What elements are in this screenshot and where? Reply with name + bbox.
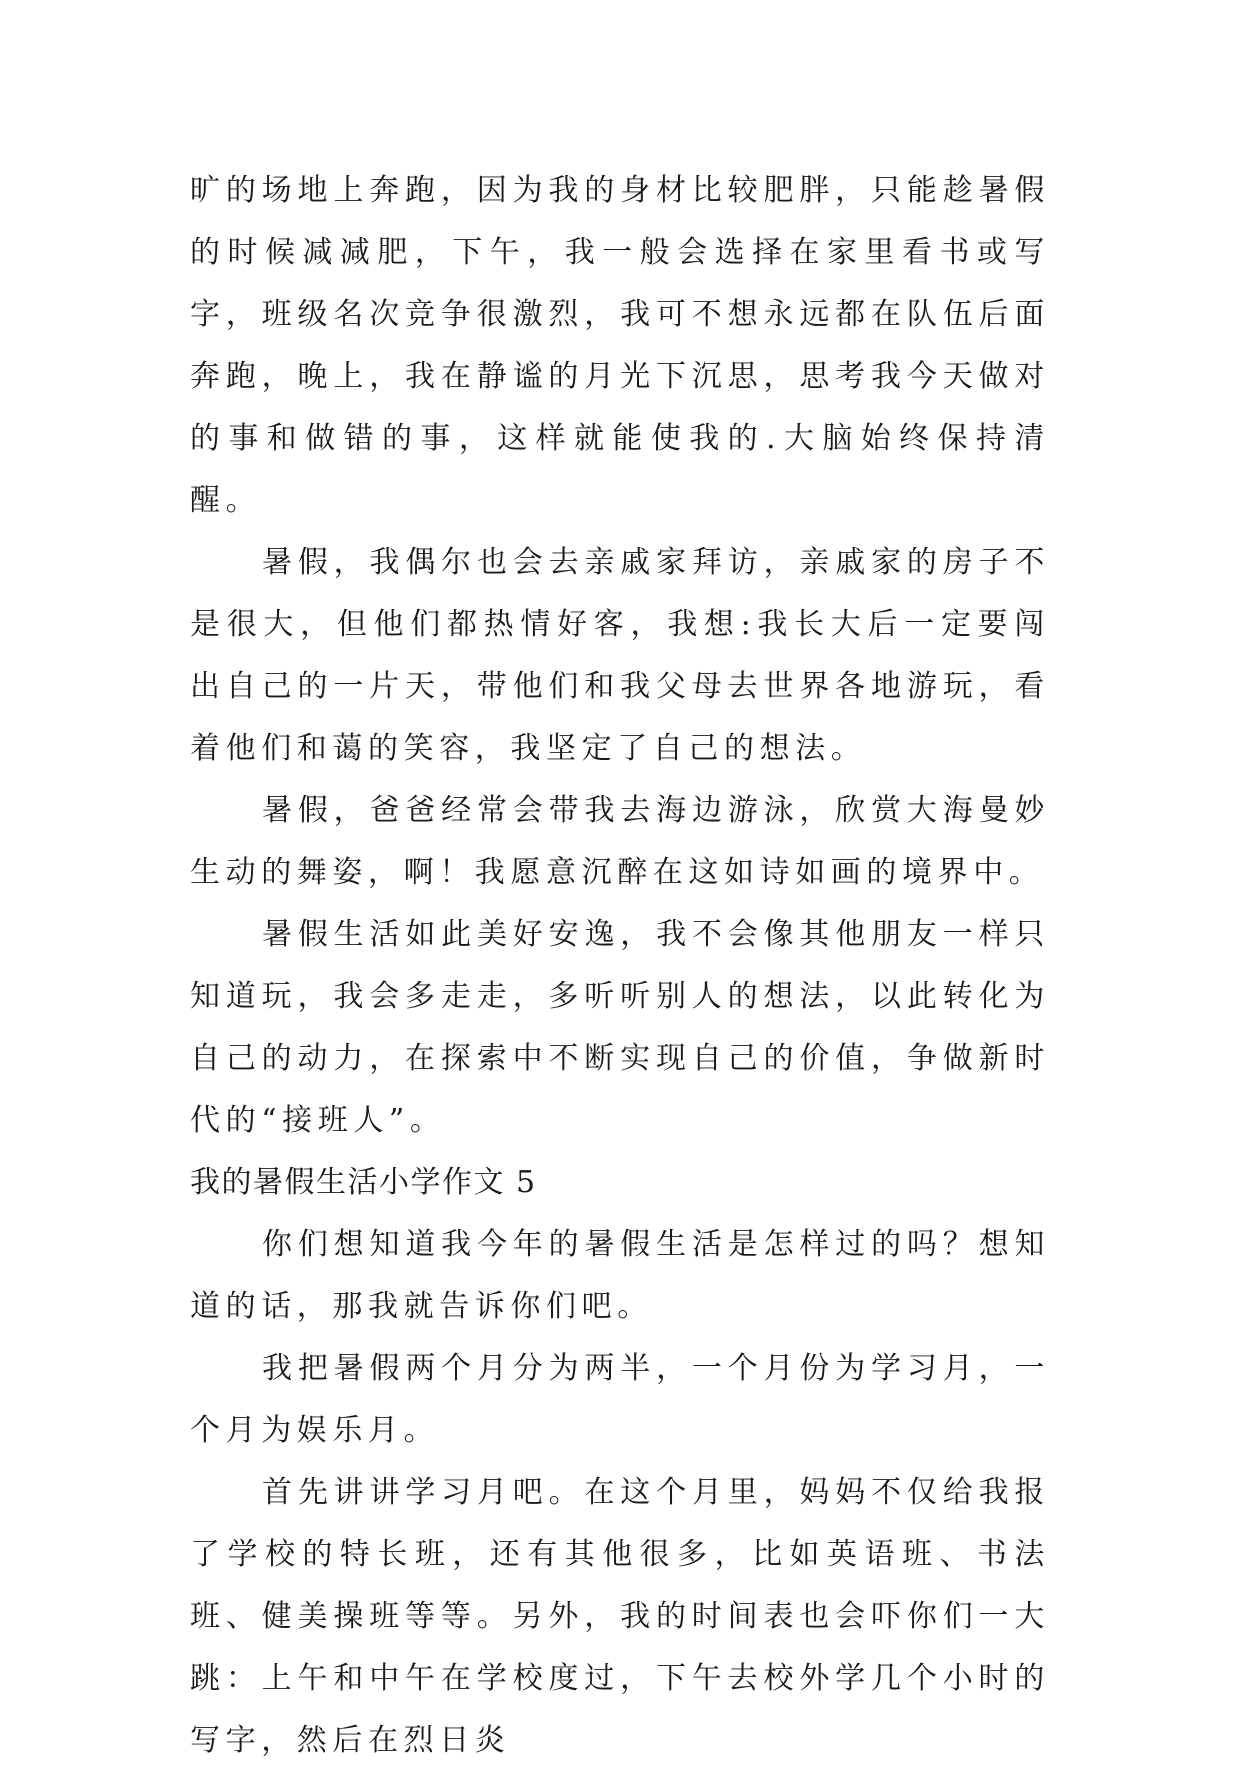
essay-title: 我的暑假生活小学作文 5 — [190, 1165, 537, 1200]
paragraph-study-month: 首先讲讲学习月吧。在这个月里，妈妈不仅给我报了学校的特长班，还有其他很多，比如英语班、书法班、健美操班等等。另外，我的时间表也会吓你们一大跳：上午和中午在学校度过，下午去校外学几个小时的写字，然后在烈日炎 — [190, 1475, 1050, 1758]
paragraph-conclusion: 暑假生活如此美好安逸，我不会像其他朋友一样只知道玩，我会多走走，多听听别人的想法，以此转化为自己的动力，在探索中不断实现自己的价值，争做新时代的“接班人”。 — [190, 917, 1050, 1138]
paragraph-intro: 你们想知道我今年的暑假生活是怎样过的吗？想知道的话，那我就告诉你们吧。 — [190, 1227, 1050, 1324]
paragraph-continuation: 旷的场地上奔跑，因为我的身材比较肥胖，只能趁暑假的时候减减肥，下午，我一般会选择在家里看书或写字，班级名次竞争很激烈，我可不想永远都在队伍后面奔跑，晚上，我在静谧的月光下沉思，思考我今天做对的事和做错的事，这样就能使我的.大脑始终保持清醒。 — [190, 173, 1050, 518]
paragraph-two-halves: 我把暑假两个月分为两半，一个月份为学习月，一个月为娱乐月。 — [190, 1351, 1050, 1448]
paragraph-seaside: 暑假，爸爸经常会带我去海边游泳，欣赏大海曼妙生动的舞姿，啊！我愿意沉醉在这如诗如画的境界中。 — [190, 793, 1050, 890]
document-body — [190, 160, 1050, 1772]
paragraph-relatives-visit: 暑假，我偶尔也会去亲戚家拜访，亲戚家的房子不是很大，但他们都热情好客，我想:我长大后一定要闯出自己的一片天，带他们和我父母去世界各地游玩，看着他们和蔼的笑容，我坚定了自己的想法。 — [190, 545, 1050, 766]
